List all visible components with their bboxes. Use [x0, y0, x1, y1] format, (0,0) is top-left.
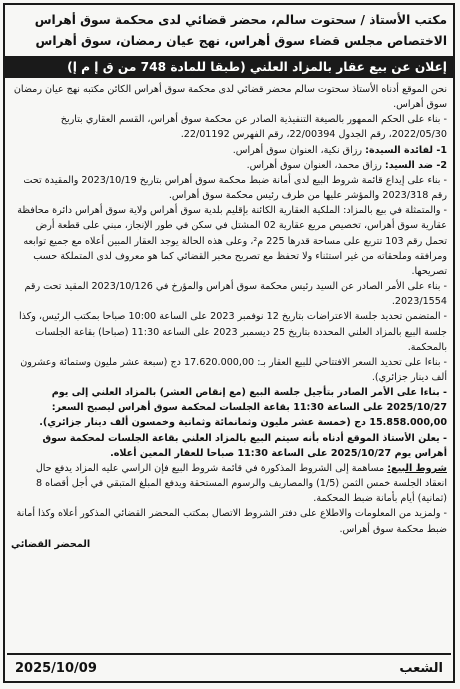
sale-conditions-paragraph — [11, 461, 447, 506]
postponement-paragraph: - بناءا على الأمر الصادر بتأجيل جلسة البيع (مع إنقاص العشر) بالمزاد العلني إلى يوم 2025/10/27 على الساعة 11:30 بقاعة الجلسات لمحكمة سوق أهراس ليصبح السعر: 15.858.000,00 دج (خمسة عشر مليون وثمانمائة وثمانية وخمسون ألف دينار جزائري). — [39, 387, 447, 429]
notice-body — [11, 82, 447, 552]
order-paragraph: - بناء على الأمر الصادر عن السيد رئيس محكمة سوق أهراس والمؤرخ في 2023/10/126 المقيد تحت رقم 2023/1554. — [24, 281, 447, 308]
debtor-label: 2- ضد السيد: — [384, 159, 447, 171]
hearing-paragraph: - المتضمن تحديد جلسة الاعتراضات بتاريخ 12 نوفمبر 2023 على الساعة 10:00 صباحا بمكتب الرئيس، وكذا جلسة البيع بالمزاد العلني المحددة بتاريخ 25 ديسمبر 2023 على الساعة 11:30 (صباحا) بقاعة الجلسات بالمحكمة. — [18, 311, 447, 353]
announcement-paragraph: - يعلن الأستاذ الموقع أدناه بأنه سيتم البيع بالمزاد العلني بقاعة الجلسات لمحكمة سوق أهراس يوم 2025/10/27 على الساعة 11:30 صباحا للعقار المعين أعلاه. — [42, 432, 447, 459]
judgment-paragraph: - بناء على الحكم الممهور بالصيغة التنفيذية الصادر عن محكمة سوق أهراس، القسم العقاري بتاريخ 2022/05/30، رقم الجدول 22/00394، رقم الفهرس 22/01192. — [60, 114, 447, 141]
bailiff-signature: المحضر القضائي — [11, 538, 91, 550]
sale-conditions-label: شروط البيع: — [387, 462, 447, 474]
debtor-text: رزاق محمد، العنوان سوق أهراس. — [246, 159, 385, 171]
intro-paragraph: نحن الموقع أدناه الأستاذ سحتوت سالم محضر قضائي لدى محكمة سوق أهراس الكائن مكتبه نهج عيان رمضان سوق أهراس. — [13, 84, 447, 111]
opening-price-paragraph: - بناءا على تحديد السعر الافتتاحي للبيع العقار بـ: 17.620.000,00 دج (سبعة عشر مليون وستمائة وعشرون ألف دينار جزائري). — [20, 356, 447, 383]
publication-date: 2025/10/09 — [15, 660, 97, 676]
contact-paragraph: - ولمزيد من المعلومات والاطلاع على دفتر الشروط الاتصال بمكتب المحضر القضائي المذكور أعلاه وكذا أمانة ضبط محكمة سوق أهراس. — [16, 508, 447, 535]
publication-footer — [7, 653, 451, 681]
notice-title-banner: إعلان عن بيع عقار بالمزاد العلني (طبقا للمادة 748 من ق إ م إ) — [5, 56, 453, 78]
signature-row — [11, 537, 447, 552]
filing-paragraph: - بناء على إيداع قائمة شروط البيع لدى أمانة ضبط محكمة سوق أهراس بتاريخ 2023/10/19 والمقيدة تحت رقم 2023/318 والمؤشر عليها من طرف رئيس محكمة سوق أهراس. — [23, 174, 447, 202]
debtor-paragraph — [11, 158, 447, 173]
office-header-line1: مكتب الأستاذ / سحتوت سالم، محضر قضائي لدى محكمة سوق أهراس — [34, 13, 447, 27]
beneficiary-label: 1- لفائدة السيدة: — [365, 144, 447, 156]
newspaper-name: الشعب — [399, 660, 443, 676]
office-header-line2: الاختصاص مجلس قضاء سوق أهراس، نهج عيان رمضان، سوق أهراس — [35, 34, 447, 48]
beneficiary-text: رزاق نكية، العنوان سوق أهراس. — [232, 144, 366, 156]
property-paragraph: - والمتمثلة في بيع بالمزاد: الملكية العقارية الكائنة بإقليم بلدية سوق أهراس ولاية سوق أهراس دائرة محافظة عقارية سوق أهراس، تخصيص مريع عقارية 02 المشتل في سكن في طور الإنجاز، مبني على قطعة أرض تحمل رقم 103 تتربع على مساحة قدرها 225 م²، وعلى هذه الحالة يوجد العقار المبين أعلاه مع جميع توابعه ومرافقه وملحقاته من غير استثناء ولا تحفظ مع تصريح مخبر القضائي كما هو معروف لدى المتملكة حسب تصريحها. — [17, 205, 447, 277]
beneficiary-paragraph — [11, 143, 447, 158]
legal-notice — [3, 3, 455, 683]
sale-conditions-text: مساهمة إلى الشروط المذكورة في قائمة شروط البيع فإن الراسي عليه المزاد يدفع حال انعقاد الجلسة خمس الثمن (1/5) والمصاريف والرسوم المستحقة ويدفع المبلغ المتبقي في أجل أقصاه 8 (ثمانية) أيام بأمانة ضبط المحكمة. — [35, 462, 447, 505]
